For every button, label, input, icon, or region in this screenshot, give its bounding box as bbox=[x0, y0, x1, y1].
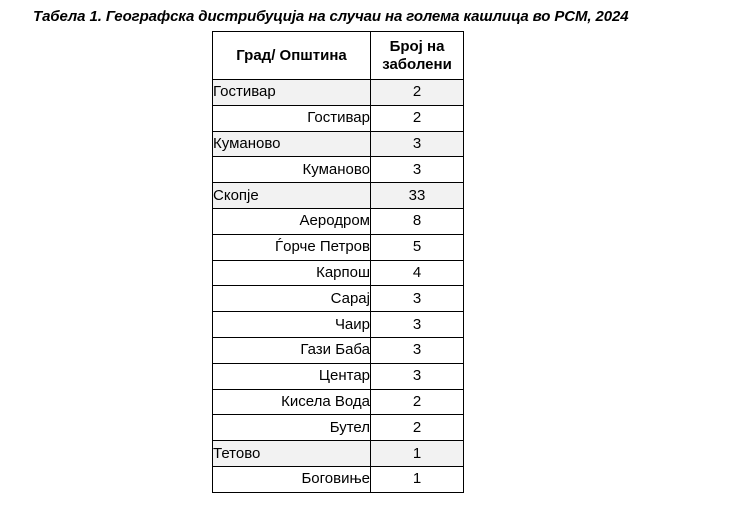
table-row-municipality bbox=[213, 105, 464, 131]
cell-count: 3 bbox=[371, 337, 464, 363]
table-row-municipality bbox=[213, 337, 464, 363]
table-row-municipality bbox=[213, 415, 464, 441]
cell-name: Боговиње bbox=[213, 466, 371, 492]
cell-count: 2 bbox=[371, 415, 464, 441]
cell-name: Куманово bbox=[213, 131, 371, 157]
cell-count: 8 bbox=[371, 208, 464, 234]
table-caption: Табела 1. Географска дистрибуција на случаи на голема кашлица во РСМ, 2024 bbox=[33, 8, 629, 25]
table-body bbox=[213, 80, 464, 493]
cell-name: Карпош bbox=[213, 260, 371, 286]
cell-name: Бутел bbox=[213, 415, 371, 441]
cell-count: 3 bbox=[371, 286, 464, 312]
cell-count: 3 bbox=[371, 131, 464, 157]
cell-name: Кисела Вода bbox=[213, 389, 371, 415]
cell-name: Скопје bbox=[213, 183, 371, 209]
table-row-municipality bbox=[213, 260, 464, 286]
table-row-municipality bbox=[213, 466, 464, 492]
cell-count: 3 bbox=[371, 157, 464, 183]
cell-count: 3 bbox=[371, 312, 464, 338]
table-row-municipality bbox=[213, 312, 464, 338]
header-count: Број на заболени bbox=[371, 32, 464, 80]
table-header-row bbox=[213, 32, 464, 80]
cell-name: Гостивар bbox=[213, 80, 371, 106]
table-row-municipality bbox=[213, 208, 464, 234]
cell-count: 5 bbox=[371, 234, 464, 260]
cell-count: 1 bbox=[371, 466, 464, 492]
cell-name: Гостивар bbox=[213, 105, 371, 131]
cell-count: 4 bbox=[371, 260, 464, 286]
header-city: Град/ Општина bbox=[213, 32, 371, 80]
cell-count: 3 bbox=[371, 363, 464, 389]
cell-count: 2 bbox=[371, 105, 464, 131]
table-row-city bbox=[213, 131, 464, 157]
cell-name: Тетово bbox=[213, 441, 371, 467]
cell-name: Куманово bbox=[213, 157, 371, 183]
table-row-municipality bbox=[213, 389, 464, 415]
cell-name: Ѓорче Петров bbox=[213, 234, 371, 260]
table-row-municipality bbox=[213, 286, 464, 312]
table-row-municipality bbox=[213, 363, 464, 389]
cell-count: 33 bbox=[371, 183, 464, 209]
cell-count: 2 bbox=[371, 80, 464, 106]
cell-count: 2 bbox=[371, 389, 464, 415]
table-row-city bbox=[213, 80, 464, 106]
table-row-city bbox=[213, 183, 464, 209]
cell-name: Центар bbox=[213, 363, 371, 389]
cell-name: Сарај bbox=[213, 286, 371, 312]
table-row-city bbox=[213, 441, 464, 467]
cases-table bbox=[212, 31, 464, 493]
table-row-municipality bbox=[213, 234, 464, 260]
table-row-municipality bbox=[213, 157, 464, 183]
cell-name: Чаир bbox=[213, 312, 371, 338]
cell-count: 1 bbox=[371, 441, 464, 467]
cell-name: Гази Баба bbox=[213, 337, 371, 363]
cell-name: Аеродром bbox=[213, 208, 371, 234]
